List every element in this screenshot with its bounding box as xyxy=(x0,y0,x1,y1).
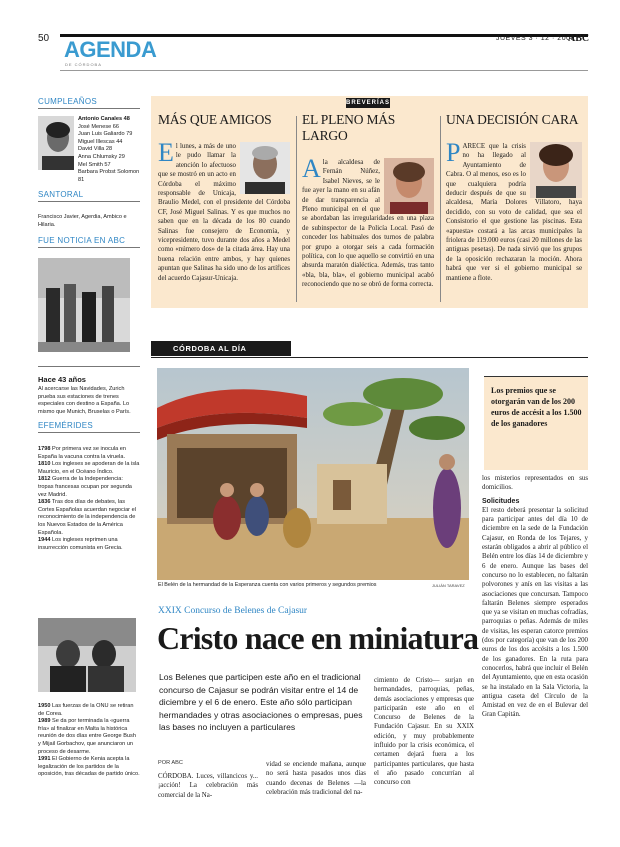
birthday-name: José Menese 66 xyxy=(77,123,119,130)
section-subtitle: DE CÓRDOBA xyxy=(65,62,102,67)
efemeride-year: 1989 xyxy=(38,718,51,725)
photo-credit: JULIÁN TARAVEZ xyxy=(432,583,465,588)
efemeride-item xyxy=(38,756,140,779)
noticia-text: Al acercarse las Navidades, Zurich prueba sus estaciones de trenes especiales con destino a España. Lo mismo que Munich, Bruselas o París. xyxy=(38,386,131,415)
date-line: JUEVES 3 · 12 · 2009 xyxy=(496,35,575,42)
pull-quote: Los premios que se otorgarán van de los 200 euros de accésit a los 1.500 de los ganadores xyxy=(491,386,582,428)
villatoro-portrait xyxy=(530,142,582,198)
breverias-tag: BREVERÍAS xyxy=(346,100,391,106)
brand-logo: ABC xyxy=(568,33,590,44)
efemeride-item xyxy=(38,499,140,537)
efemeride-year: 1810 xyxy=(38,461,51,468)
article-kicker: XXIX Concurso de Belenes de Cajasur xyxy=(158,606,308,616)
efemeride-text: Las fuerzas de la ONU se retiran de Corea. xyxy=(38,703,134,717)
article-col-1: CÓRDOBA. Luces, villancicos y... ¡acción! La celebración más comercial de la Na- xyxy=(158,773,258,799)
article-paragraph: El resto deberá presentar la solicitud para participar antes del día 10 de diciembre en la sede de la Fundación Cajasur, en Ronda de los Tejares, y estarán obligados a abrir al público el Belén entre los días 14 de diciembre y 6 de enero. Aunque las bases del concurso no lo establecen, no faltarán polvorones y anís en las visitas a las asociaciones que concursan. Tampoco faltarán Belenes siempre esperados que ya se visitan en muchas cofradías, parroquias o peñas. Además de miles de visitas, les esperan catorce premios (dos por categoría) que van de los 200 euros de los dos accésits a los 1.500 de los ganadores. En la ruta para conocerlos, habrá que incluir el Belén del Ayuntamiento, que en esta ocasión se ha instalado en la Sala Victoria, la antigua caseta del Círculo de la Amistad en vez de en el Bulevar del Gran Capitán. xyxy=(482,506,588,719)
belen-photo xyxy=(157,368,469,580)
breve-pleno-mas-largo xyxy=(302,112,434,302)
efemeride-item xyxy=(38,703,140,718)
cumpleanos-title: CUMPLEAÑOS xyxy=(38,97,98,106)
birthday-name: Miguel Illescas 44 xyxy=(77,138,123,145)
page-number: 50 xyxy=(38,33,50,44)
santoral-text: Francisco Javier, Agerdia, Ambico e Hilaria. xyxy=(38,214,127,228)
cumpleanos-block xyxy=(38,97,140,184)
article-col-2: vidad se enciende mañana, aunque no será hasta pasados unos días cuando decenas de Belenes —la celebración más tradicional del na- xyxy=(266,761,366,796)
breve-body xyxy=(158,138,290,283)
efemeride-item xyxy=(38,461,140,476)
efemerides-list-2 xyxy=(38,703,140,779)
photo-caption: El Belén de la hermandad de la Esperanza cuenta con varios primeros y segundos premios xyxy=(158,582,377,588)
efemeride-text: Los ingleses se apoderan de la isla Mauricio, en el Océano Índico. xyxy=(38,461,140,475)
breve-title: UNA DECISIÓN CARA xyxy=(446,112,579,127)
breve-body xyxy=(446,138,582,283)
cumpleanos-content xyxy=(38,116,140,184)
breve-text: l lunes, a más de uno le pudo llamar la atención lo afectuoso que se mostró en un acto en Córdoba el máximo responsable de Unicaja, Braulio Medel, con el presidente del Córdoba CF, José Miguel Salinas. Y es que muchos no saben que en la década de los 80 cuando Salinas fue consejero de Economía, y vicepresidente, tuvo durante dos años a Medel como «número dos» de la citada área. Hay una buena relación entre ambos, y hay quienes apuntan que Salinas ha sido uno de los artífices del acuerdo Cajasur-Unicaja. xyxy=(158,143,290,282)
efemeride-year: 1950 xyxy=(38,703,51,709)
article-headline: Cristo nace en miniatura xyxy=(157,620,479,656)
breve-title: MÁS QUE AMIGOS xyxy=(158,112,272,127)
efemeride-text: Por primera vez se inocula en España la vacuna contra la viruela. xyxy=(38,446,127,460)
efemeride-text: El Gobierno de Kenia acepta la legalización de los partidos de la oposición, tras décadas de partido único. xyxy=(38,756,140,778)
byline: POR ABC xyxy=(158,760,183,766)
efemeride-item xyxy=(38,446,140,461)
gorbachov-bush-photo xyxy=(38,618,136,692)
birthday-name: David Villa 28 xyxy=(77,146,113,153)
article-col-4 xyxy=(482,474,588,720)
efemeride-item xyxy=(38,718,140,756)
noticia-block xyxy=(38,236,140,416)
efemeride-item xyxy=(38,476,140,499)
efemeride-year: 1944 xyxy=(38,537,51,544)
efemeride-text: Se da por terminada la «guerra fría» al finalizar en Malta la histórica reunión de dos días entre George Bush y Mijail Gorbachov, que anunciaron un proceso de desarme. xyxy=(38,718,136,755)
efemerides-list xyxy=(38,446,140,552)
birthday-name: Antonio Canales 48 xyxy=(77,116,130,122)
section-title: AGENDA xyxy=(64,37,157,62)
efemeride-year: 1798 xyxy=(38,446,51,452)
drop-cap: A xyxy=(302,154,321,183)
birthday-portrait xyxy=(38,116,74,170)
cordoba-tag: CÓRDOBA AL DÍA xyxy=(151,341,291,356)
header-rule-thin xyxy=(60,70,588,71)
noticia-title: FUE NOTICIA EN ABC xyxy=(38,236,126,245)
breve-text: ARECE que la crisis no ha llegado al Ayuntamiento de Cabra. O al menos, eso es lo que cualquiera podría deducir después de que su alcaldesa, María Dolores Villatoro, haya decidido, con su voto de calidad, que sea el Consistorio el que gestione las piscinas. Esta «apuesta» costará a las arcas municipales la friolera de 119.000 euros (casi 20 millones de las antiguas pesetas). De nada sirvió que los grupos de la oposición rechazaran la moción. Ahora habrá que ver si el gobierno municipal se mantiene a flote. xyxy=(446,143,582,282)
birthday-name: Juan Luis Galiardo 79 xyxy=(77,131,133,138)
medel-portrait xyxy=(240,142,290,194)
efemeride-year: 1836 xyxy=(38,499,51,506)
column-divider xyxy=(440,116,441,302)
breve-mas-que-amigos xyxy=(158,112,290,302)
breve-title: EL PLENO MÁS LARGO xyxy=(302,112,396,143)
efemerides-title: EFEMÉRIDES xyxy=(38,421,94,430)
efemeride-text: Los ingleses reprimen una insurrección comunista en Grecia. xyxy=(38,537,123,551)
breve-body xyxy=(302,154,434,290)
birthday-name: Mel Smith 57 xyxy=(77,161,111,168)
santoral-block xyxy=(38,190,140,229)
article-subheading: Solicitudes xyxy=(482,497,520,505)
drop-cap: P xyxy=(446,138,461,167)
birthday-name: Anna Chlumsky 29 xyxy=(77,153,125,160)
column-divider xyxy=(296,116,297,302)
efemeride-year: 1991 xyxy=(38,756,51,763)
santoral-title: SANTORAL xyxy=(38,190,84,199)
drop-cap: E xyxy=(158,138,174,167)
breve-text: la alcaldesa de Fernán Núñez, Isabel Nieves, se le fue ayer la mano en su afán de dar transparencia al Pleno municipal en el que se abordaban las irregularidades en una plaza de subinspector de la Policía Local. Pasó de conceder los habituales dos turnos de palabra por grupo a otorgar seis a cada formación política, con lo que aquello se convirtió en una absurda maratón dialéctica. Además, tras tanto «bla, bla, bla», el gobierno municipal acabó reconociendo que no se obró de forma correcta. xyxy=(302,159,434,289)
efemeride-text: Tras dos días de debates, las Cortes Españolas acuerdan negociar el reconocimiento de la independencia de los Nuevos Estados de la América Española. xyxy=(38,499,136,536)
birthday-name: Barbara Probst Solomon 81 xyxy=(77,169,140,183)
efemeride-item xyxy=(38,537,140,552)
efemeride-text: Guerra de la Independencia: tropas francesas ocupan por segunda vez Madrid. xyxy=(38,476,132,498)
efemeride-year: 1812 xyxy=(38,476,51,483)
birthday-list xyxy=(78,116,140,184)
article-lead: Los Belenes que participen este año en el tradicional concurso de Cajasur se podrán visitar entre el 14 de diciembre y el 6 de enero. Este año sólo participan hermandades y otras asociaciones o empresas, pues las bases no incluyen a particulares xyxy=(159,672,363,732)
noticia-subtitle: Hace 43 años xyxy=(38,375,86,384)
alcaldesa-portrait xyxy=(384,158,434,214)
cordoba-rule xyxy=(151,357,588,358)
breve-decision-cara xyxy=(446,112,582,302)
article-col-3: cimiento de Cristo— surjan en hermandades, parroquias, peñas, demás asociaciones y empresas que participarán este año en el Concurso de Belenes de la Fundación Cajasur. En su XXIX edición, y muy probablemente influido por la crisis económica, el certamen dejará fuera a los participantes particulares, que hasta el año pasado concurrían al concurso con xyxy=(374,677,474,787)
article-paragraph: los misterios representados en sus domicilios. xyxy=(482,475,588,492)
archive-photo xyxy=(38,258,130,352)
efemerides-block xyxy=(38,421,140,552)
